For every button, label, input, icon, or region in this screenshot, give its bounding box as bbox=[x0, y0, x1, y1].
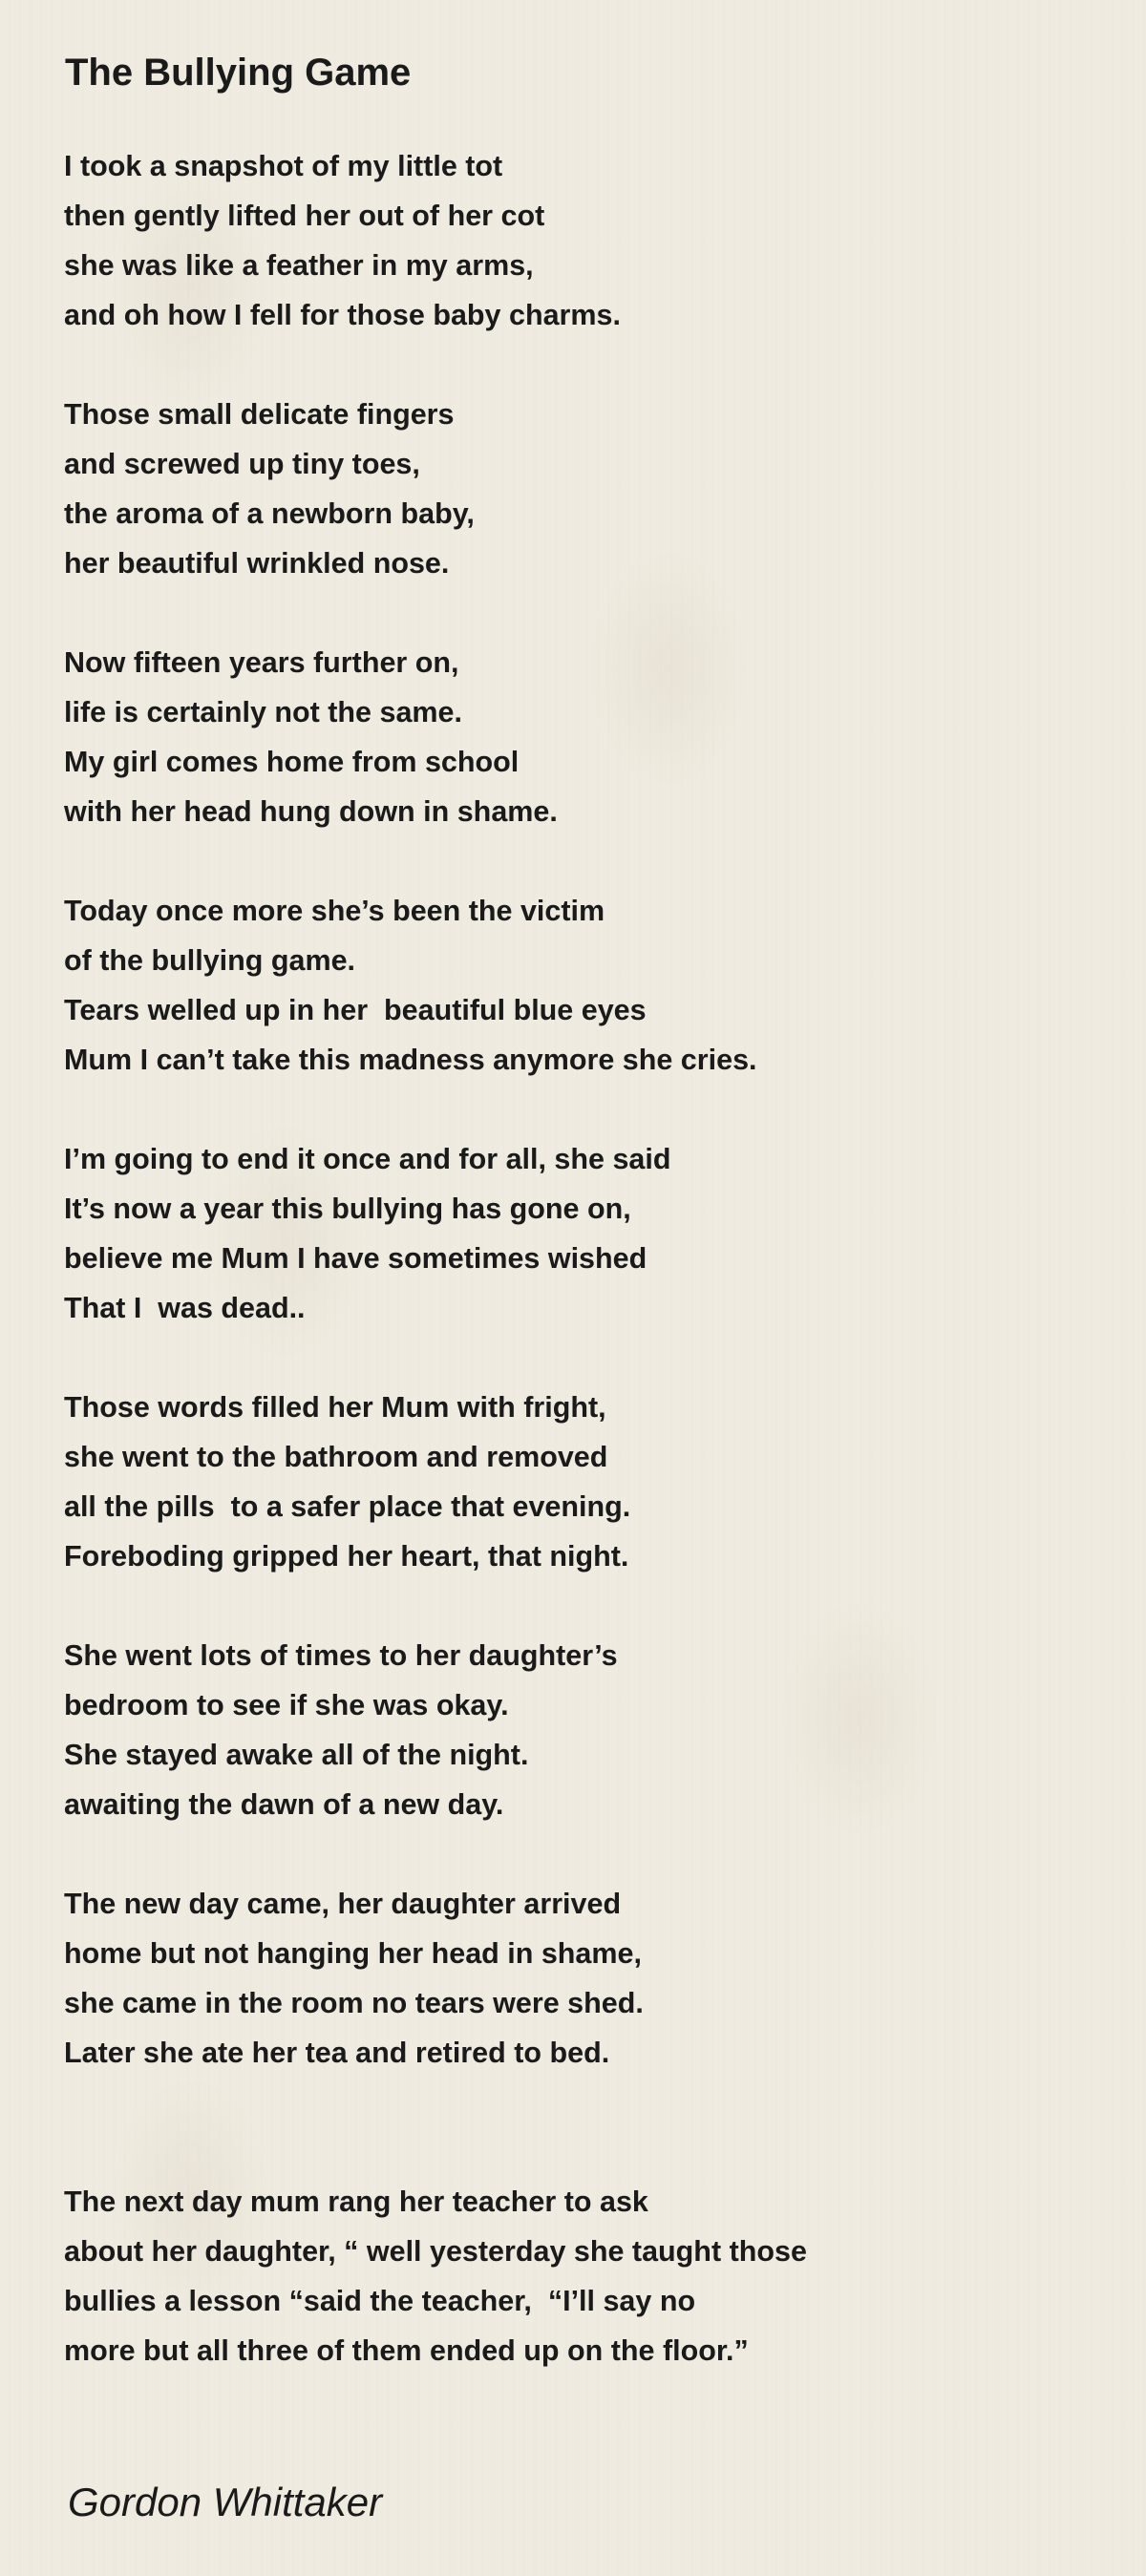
poem-line: Later she ate her tea and retired to bed. bbox=[64, 2037, 610, 2069]
stanza-2 bbox=[64, 390, 1095, 588]
poem-line: with her head hung down in shame. bbox=[64, 795, 558, 828]
poem-title: The Bullying Game bbox=[65, 52, 412, 94]
poem-line: of the bullying game. bbox=[64, 944, 356, 977]
stanza-6 bbox=[64, 1383, 1095, 1581]
poem-line: about her daughter, “ well yesterday she taught those bbox=[64, 2235, 807, 2268]
poem-line: more but all three of them ended up on the floor.” bbox=[64, 2334, 749, 2367]
poem-line: I took a snapshot of my little tot bbox=[64, 150, 503, 182]
poem-line: Mum I can’t take this madness anymore she cries. bbox=[64, 1044, 757, 1076]
poem-line: she went to the bathroom and removed bbox=[64, 1441, 608, 1473]
stanza-7 bbox=[64, 1631, 1095, 1829]
poem-line: Foreboding gripped her heart, that night. bbox=[64, 1540, 629, 1573]
stanza-3 bbox=[64, 638, 1095, 836]
poem-line: her beautiful wrinkled nose. bbox=[64, 547, 450, 580]
poem-line: Tears welled up in her beautiful blue eyes bbox=[64, 994, 647, 1026]
poem-line: She went lots of times to her daughter’s bbox=[64, 1639, 618, 1672]
poem-line: It’s now a year this bullying has gone on, bbox=[64, 1193, 631, 1225]
stanza-4 bbox=[64, 886, 1095, 1085]
poem-line: she was like a feather in my arms, bbox=[64, 249, 534, 282]
poem-line: Those small delicate fingers bbox=[64, 398, 455, 431]
poem-line: awaiting the dawn of a new day. bbox=[64, 1788, 504, 1821]
stanza-5 bbox=[64, 1134, 1095, 1333]
poem-body bbox=[64, 141, 1095, 2425]
poem-author: Gordon Whittaker bbox=[68, 2480, 383, 2524]
poem-line: That I was dead.. bbox=[64, 1292, 306, 1324]
poem-line: then gently lifted her out of her cot bbox=[64, 200, 545, 232]
stanza-1 bbox=[64, 141, 1095, 340]
poem-line: and oh how I fell for those baby charms. bbox=[64, 299, 621, 331]
poem-line: bullies a lesson “said the teacher, “I’ll say no bbox=[64, 2285, 696, 2317]
poem-line: The new day came, her daughter arrived bbox=[64, 1888, 622, 1920]
poem-line: she came in the room no tears were shed. bbox=[64, 1987, 644, 2019]
poem-line: My girl comes home from school bbox=[64, 746, 520, 778]
stanza-9 bbox=[64, 2177, 1095, 2375]
poem-line: The next day mum rang her teacher to ask bbox=[64, 2185, 648, 2218]
poem-line: I’m going to end it once and for all, she said bbox=[64, 1143, 671, 1175]
poem-line: Now fifteen years further on, bbox=[64, 646, 459, 679]
poem-line: Today once more she’s been the victim bbox=[64, 895, 605, 927]
poem-line: all the pills to a safer place that evening. bbox=[64, 1490, 631, 1523]
poem-line: life is certainly not the same. bbox=[64, 696, 462, 728]
poem-line: believe me Mum I have sometimes wished bbox=[64, 1242, 647, 1275]
poem-line: Those words filled her Mum with fright, bbox=[64, 1391, 606, 1424]
poem-line: the aroma of a newborn baby, bbox=[64, 497, 475, 530]
poem-line: and screwed up tiny toes, bbox=[64, 448, 420, 480]
stanza-8 bbox=[64, 1879, 1095, 2078]
poem-line: bedroom to see if she was okay. bbox=[64, 1689, 509, 1721]
poem-line: She stayed awake all of the night. bbox=[64, 1739, 529, 1771]
poem-line: home but not hanging her head in shame, bbox=[64, 1937, 642, 1970]
